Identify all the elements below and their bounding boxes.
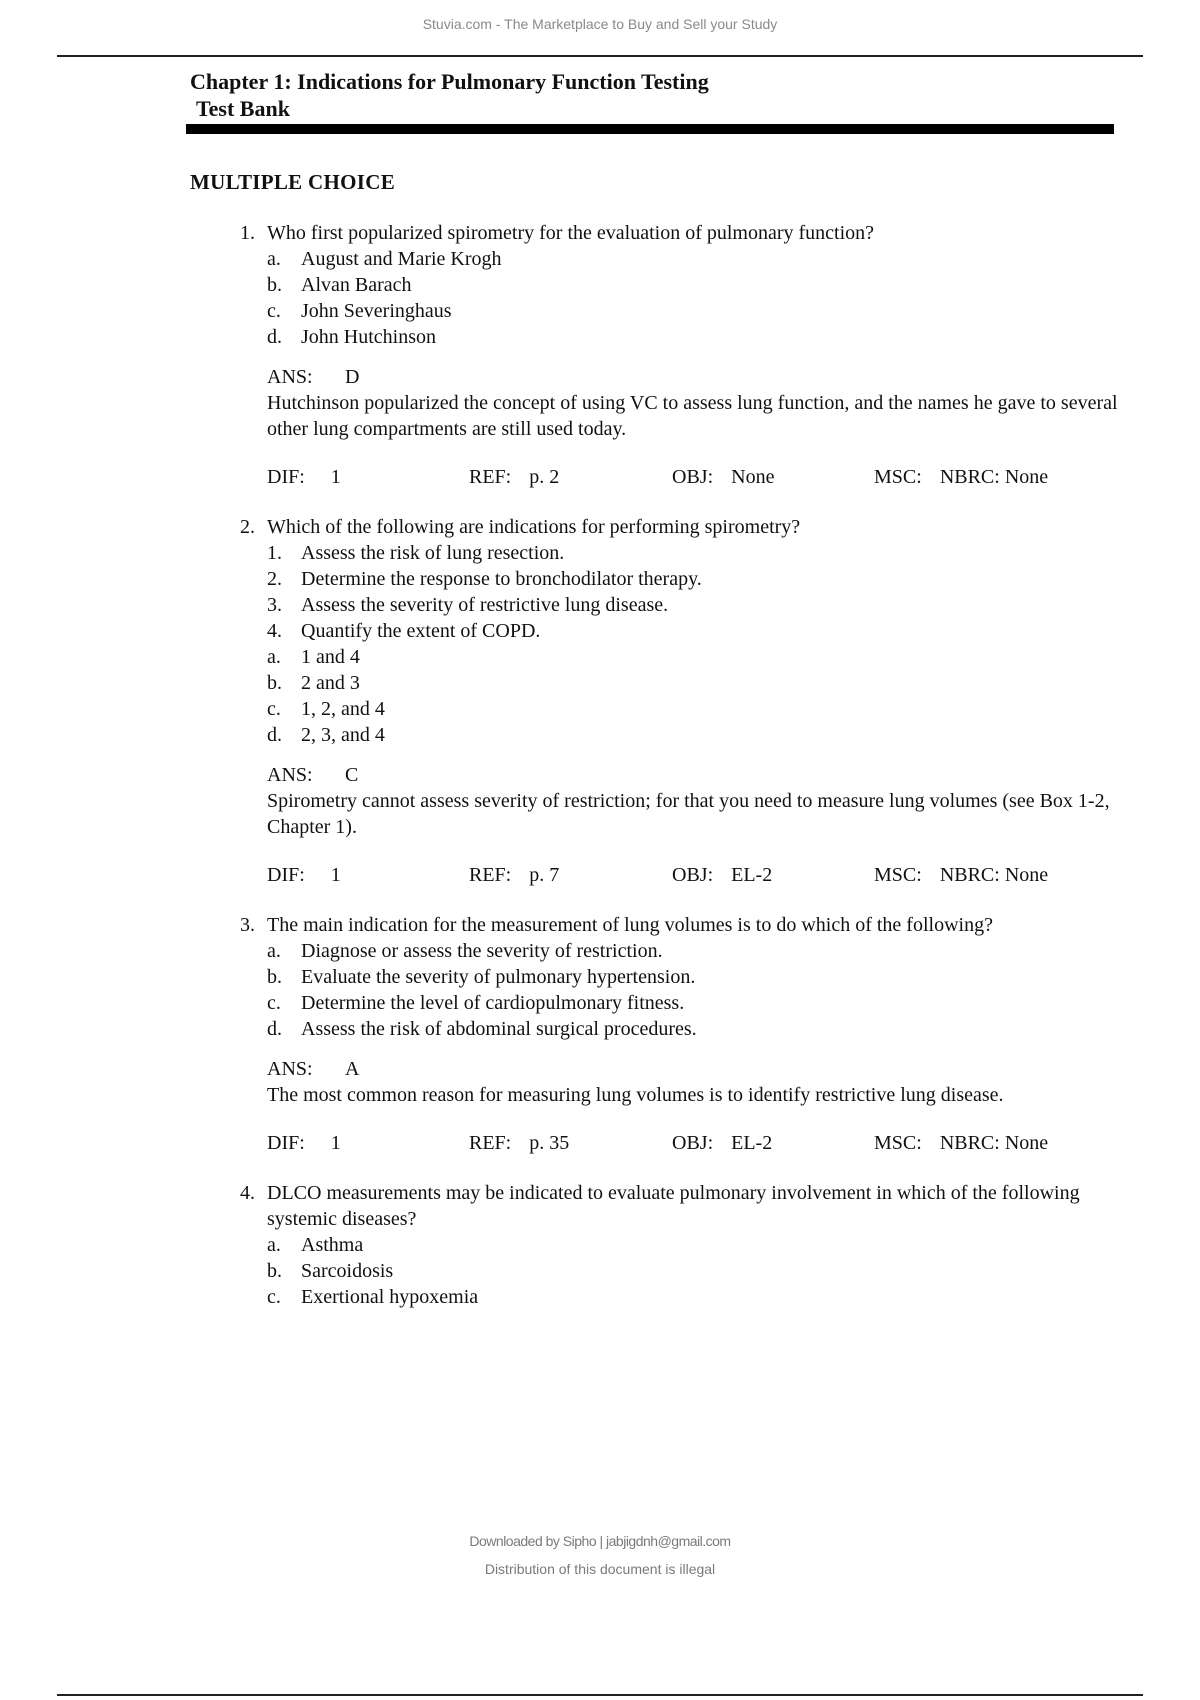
answer-option	[267, 272, 1125, 298]
msc-value: NBRC: None	[939, 1132, 1049, 1154]
option-text: 2, 3, and 4	[301, 724, 385, 746]
option-text: 1, 2, and 4	[301, 698, 385, 720]
obj-label: OBJ:	[672, 466, 714, 488]
option-text: Exertional hypoxemia	[301, 1286, 479, 1308]
statement-text: Determine the response to bronchodilator therapy.	[301, 568, 702, 590]
answer-option	[267, 722, 1125, 748]
option-text: Assess the risk of abdominal surgical procedures.	[301, 1018, 697, 1040]
ref-label: REF:	[469, 466, 512, 488]
dif-value: 1	[330, 1132, 341, 1154]
option-label: b.	[267, 274, 282, 296]
answer-label: ANS:	[267, 1058, 313, 1080]
option-text: Sarcoidosis	[301, 1260, 394, 1282]
answer-option	[267, 938, 1125, 964]
question-metadata	[267, 464, 1125, 490]
ref-label: REF:	[469, 864, 512, 886]
answer-option	[267, 964, 1125, 990]
question-2	[225, 514, 1125, 888]
option-text: 2 and 3	[301, 672, 360, 694]
distribution-notice: Distribution of this document is illegal	[484, 1561, 716, 1577]
dif-label: DIF:	[267, 466, 305, 488]
test-bank-subtitle: Test Bank	[196, 96, 290, 121]
answer-value: D	[345, 366, 360, 388]
obj-value: None	[731, 466, 775, 488]
answer-option	[267, 324, 1125, 350]
statement-item	[267, 618, 1125, 644]
rationale: Hutchinson popularized the concept of using VC to assess lung function, and the names he gave to several other lung compartments are still used today.	[267, 392, 1118, 440]
obj-label: OBJ:	[672, 864, 714, 886]
option-text: Asthma	[301, 1234, 364, 1256]
option-label: b.	[267, 1260, 282, 1282]
option-text: Alvan Barach	[301, 274, 412, 296]
msc-value: NBRC: None	[939, 864, 1049, 886]
question-number: 4.	[240, 1182, 255, 1204]
option-label: c.	[267, 1286, 281, 1308]
page-footer	[0, 1533, 1200, 1577]
obj-value: EL-2	[731, 1132, 773, 1154]
option-text: John Severinghaus	[301, 300, 452, 322]
option-label: c.	[267, 698, 281, 720]
answer-block	[267, 364, 1125, 442]
ref-value: p. 35	[529, 1132, 570, 1154]
option-label: c.	[267, 300, 281, 322]
msc-value: NBRC: None	[939, 466, 1049, 488]
question-1	[225, 220, 1125, 490]
dif-label: DIF:	[267, 864, 305, 886]
option-label: d.	[267, 724, 282, 746]
option-label: a.	[267, 1234, 281, 1256]
option-label: a.	[267, 248, 281, 270]
option-label: d.	[267, 326, 282, 348]
statement-label: 3.	[267, 594, 282, 616]
rationale: The most common reason for measuring lung volumes is to identify restrictive lung disease.	[267, 1084, 1004, 1106]
statement-item	[267, 540, 1125, 566]
chapter-title: Chapter 1: Indications for Pulmonary Function Testing	[190, 69, 709, 94]
question-stem: The main indication for the measurement of lung volumes is to do which of the following?	[267, 914, 993, 936]
question-metadata	[267, 1130, 1125, 1156]
statement-label: 1.	[267, 542, 282, 564]
answer-option	[267, 1232, 1125, 1258]
option-label: a.	[267, 646, 281, 668]
question-number: 1.	[240, 222, 255, 244]
document-header	[190, 68, 1110, 122]
answer-option	[267, 644, 1125, 670]
question-3	[225, 912, 1125, 1156]
answer-option	[267, 1258, 1125, 1284]
question-number: 3.	[240, 914, 255, 936]
option-text: August and Marie Krogh	[301, 248, 502, 270]
ref-value: p. 7	[529, 864, 560, 886]
option-label: d.	[267, 1018, 282, 1040]
statement-label: 4.	[267, 620, 282, 642]
msc-label: MSC:	[874, 466, 922, 488]
question-metadata	[267, 862, 1125, 888]
answer-value: A	[345, 1058, 360, 1080]
answer-label: ANS:	[267, 366, 313, 388]
question-stem: Which of the following are indications for performing spirometry?	[267, 516, 801, 538]
answer-option	[267, 246, 1125, 272]
option-text: Determine the level of cardiopulmonary fitness.	[301, 992, 685, 1014]
msc-label: MSC:	[874, 864, 922, 886]
stuvia-watermark: Stuvia.com - The Marketplace to Buy and Sell your Study	[422, 16, 778, 32]
answer-option	[267, 696, 1125, 722]
answer-option	[267, 1284, 1125, 1310]
option-text: Diagnose or assess the severity of restriction.	[301, 940, 663, 962]
statement-text: Assess the severity of restrictive lung disease.	[301, 594, 669, 616]
dif-label: DIF:	[267, 1132, 305, 1154]
statement-text: Assess the risk of lung resection.	[301, 542, 565, 564]
question-number: 2.	[240, 516, 255, 538]
answer-option	[267, 670, 1125, 696]
answer-label: ANS:	[267, 764, 313, 786]
option-label: c.	[267, 992, 281, 1014]
option-label: b.	[267, 966, 282, 988]
dif-value: 1	[330, 466, 341, 488]
answer-value: C	[345, 764, 359, 786]
obj-label: OBJ:	[672, 1132, 714, 1154]
question-4	[225, 1180, 1125, 1310]
dif-value: 1	[330, 864, 341, 886]
answer-block	[267, 762, 1125, 840]
statement-item	[267, 592, 1125, 618]
option-label: a.	[267, 940, 281, 962]
statement-item	[267, 566, 1125, 592]
option-text: John Hutchinson	[301, 326, 436, 348]
downloaded-by-watermark: Downloaded by Sipho | jabjigdnh@gmail.com	[469, 1533, 731, 1549]
answer-option	[267, 990, 1125, 1016]
ref-value: p. 2	[529, 466, 560, 488]
header-rule	[186, 124, 1114, 134]
msc-label: MSC:	[874, 1132, 922, 1154]
option-text: 1 and 4	[301, 646, 360, 668]
obj-value: EL-2	[731, 864, 773, 886]
top-rule	[57, 55, 1143, 57]
question-stem: Who first popularized spirometry for the evaluation of pulmonary function?	[267, 222, 875, 244]
option-text: Evaluate the severity of pulmonary hypertension.	[301, 966, 696, 988]
ref-label: REF:	[469, 1132, 512, 1154]
answer-option	[267, 298, 1125, 324]
question-stem: DLCO measurements may be indicated to evaluate pulmonary involvement in which of the following systemic diseases?	[267, 1182, 1080, 1230]
statement-label: 2.	[267, 568, 282, 590]
section-heading: MULTIPLE CHOICE	[190, 170, 396, 194]
statement-text: Quantify the extent of COPD.	[301, 620, 541, 642]
answer-option	[267, 1016, 1125, 1042]
question-list	[225, 220, 1125, 1310]
option-label: b.	[267, 672, 282, 694]
answer-block	[267, 1056, 1125, 1108]
rationale: Spirometry cannot assess severity of restriction; for that you need to measure lung volumes (see Box 1-2, Chapter 1).	[267, 790, 1110, 838]
bottom-rule	[57, 1694, 1143, 1696]
